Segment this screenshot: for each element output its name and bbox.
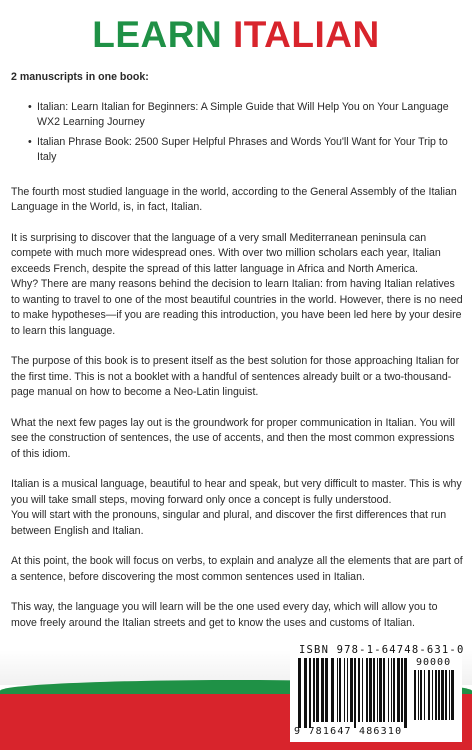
paragraph: The fourth most studied language in the world, according to the General Assembly of the Italian Language in the World, is, in fact, Italian. [11, 185, 457, 213]
paragraph: At this point, the book will focus on verbs, to explain and analyze all the elements that are part of a sentence, before discovering the most common sentences used in Italian. [11, 555, 463, 583]
isbn-label: ISBN 978-1-64748-631-0 [299, 644, 465, 656]
paragraph: You will start with the pronouns, singular and plural, and discover the first differences that run between English and Italian. [11, 509, 447, 537]
paragraph: Italian is a musical language, beautiful to hear and speak, but very difficult to master. This is why you will take small steps, moving forward only once a concept is fully understood. [11, 478, 462, 506]
isbn-barcode [290, 638, 465, 742]
paragraph: It is surprising to discover that the language of a very small Mediterranean peninsula can compete with much more widespread ones. With over two million scholars each year, Italian exceeds French, despite the spread of this latter language in Africa and North America. [11, 231, 441, 275]
title-word-learn: LEARN [92, 14, 223, 55]
manuscripts-list [11, 100, 463, 166]
addon-bars-icon [414, 670, 458, 726]
barcode-digits: 9 781647 486310 [294, 726, 403, 737]
paragraph: What the next few pages lay out is the groundwork for proper communication in Italian. You will see the construction of sentences, the use of accents, and then the most common expressions of this idiom. [11, 416, 456, 460]
back-cover-text [11, 70, 463, 631]
price-code: 90000 [416, 657, 452, 668]
list-item: • Italian Phrase Book: 2500 Super Helpful Phrases and Words You'll Want for Your Trip to Italy [37, 135, 463, 166]
paragraph: This way, the language you will learn will be the one used every day, which will allow you to move freely around the Italian streets and get to know the uses and customs of Italian. [11, 601, 438, 629]
paragraph: The purpose of this book is to present itself as the best solution for those approaching Italian for the first time. This is not a booklet with a handful of sentences already built or a two-thousand-page manual on how to become a Neo-Latin linguist. [11, 355, 460, 398]
manuscripts-heading: 2 manuscripts in one book: [11, 71, 149, 83]
cover-title [0, 14, 472, 56]
title-word-italian: ITALIAN [233, 14, 380, 55]
paragraph: Why? There are many reasons behind the decision to learn Italian: from having Italian relatives to wanting to travel to one of the most beautiful countries in the world. However, there is no need to make hypotheses—if you are reading this introduction, you have been led here by your desire to learn this language. [11, 278, 463, 337]
barcode-bars-icon [298, 658, 410, 728]
list-item: • Italian: Learn Italian for Beginners: A Simple Guide that Will Help You on Your Language WX2 Learning Journey [37, 100, 463, 131]
